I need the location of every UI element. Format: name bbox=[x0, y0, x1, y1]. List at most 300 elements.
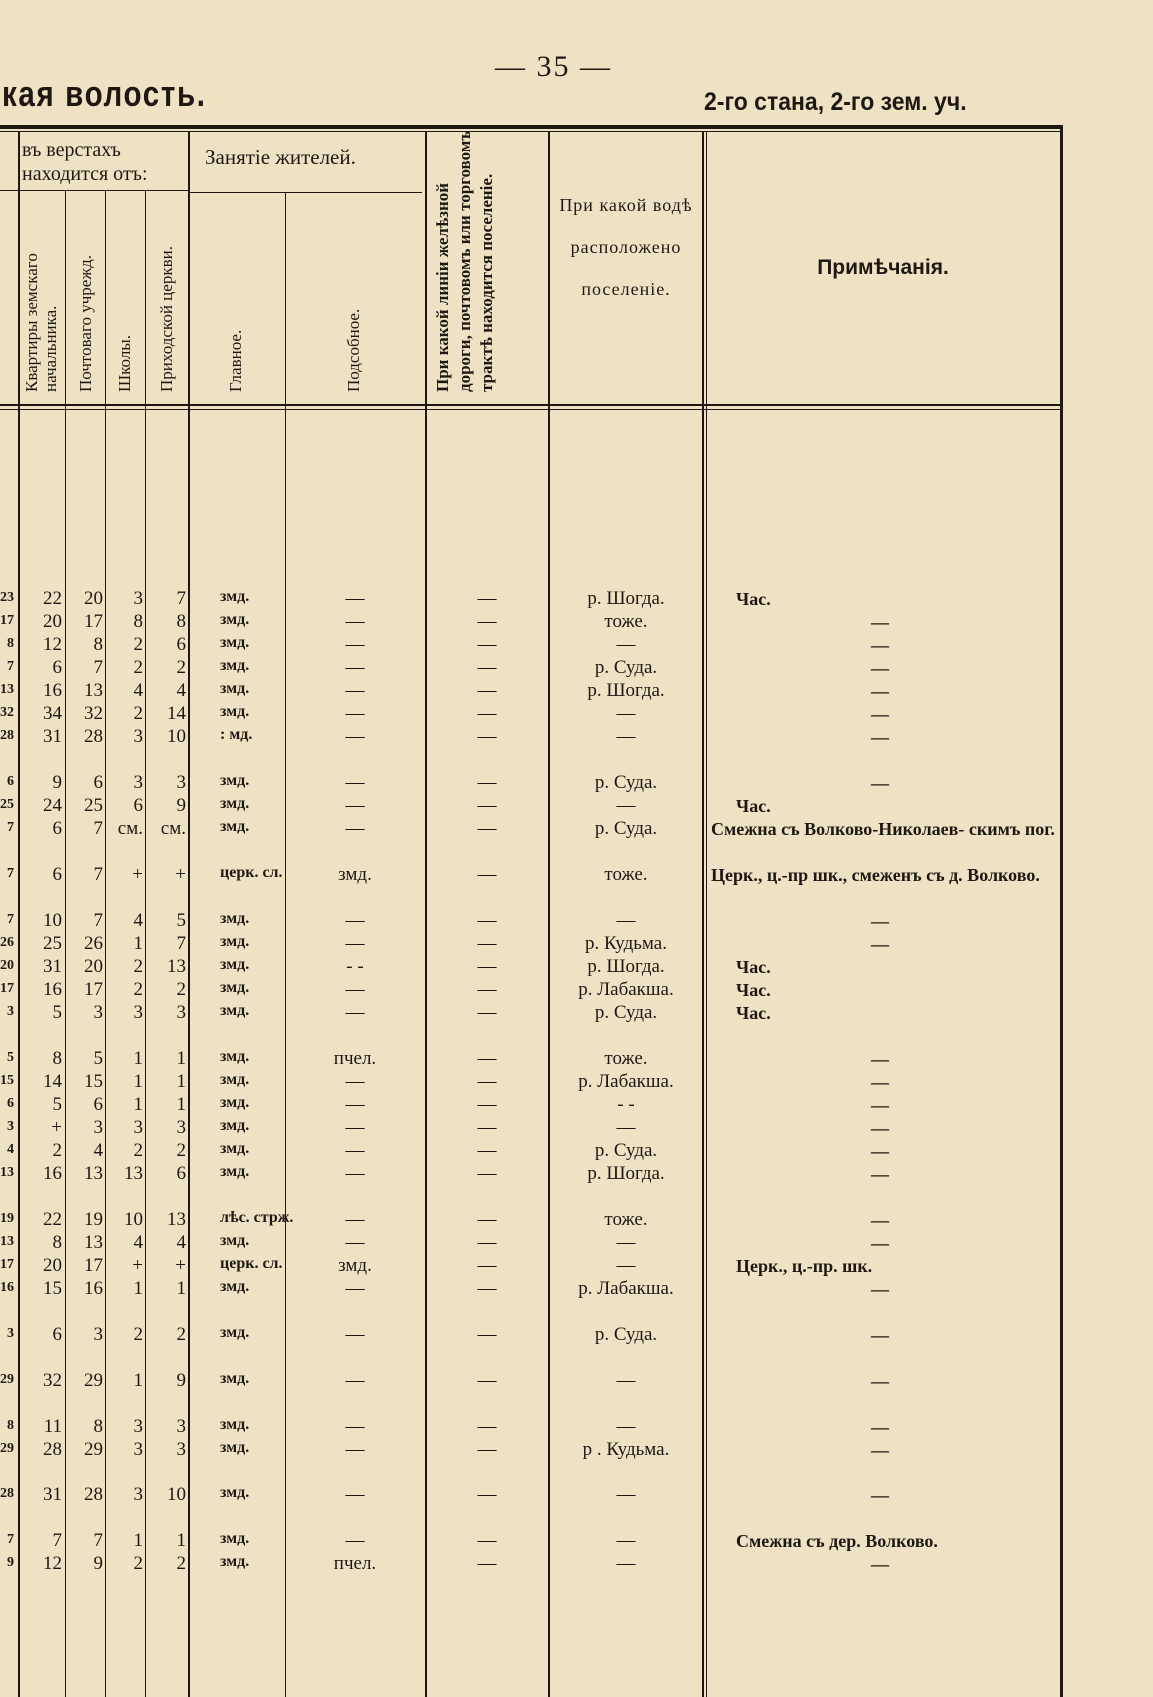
cropped-left-number: 28 bbox=[0, 1486, 14, 1501]
cell-school: + bbox=[132, 1255, 143, 1276]
cropped-left-number: 15 bbox=[0, 1073, 14, 1088]
cell-church: 3 bbox=[176, 772, 186, 793]
cropped-left-number: 19 bbox=[0, 1211, 14, 1226]
cell-road: — bbox=[477, 588, 497, 609]
cell-sub: — bbox=[345, 1094, 365, 1115]
cell-road: — bbox=[477, 979, 497, 1000]
cell-note: — bbox=[871, 773, 889, 793]
cell-sub: — bbox=[345, 1071, 365, 1092]
cropped-left-number: 6 bbox=[7, 1096, 14, 1111]
cell-church: 3 bbox=[176, 1002, 186, 1023]
cell-main: церк. сл. bbox=[220, 864, 283, 881]
cell-school: 4 bbox=[133, 1232, 143, 1253]
cell-main: змд. bbox=[220, 680, 250, 697]
cell-zem: 5 bbox=[52, 1094, 62, 1115]
cell-church: 2 bbox=[176, 657, 186, 678]
cropped-left-number: 7 bbox=[7, 866, 14, 881]
cell-sub: — bbox=[345, 818, 365, 839]
cell-water: — bbox=[616, 1117, 636, 1138]
cell-zem: 16 bbox=[43, 979, 62, 1000]
cell-water: р. Шогда. bbox=[587, 956, 665, 977]
cell-sub: — bbox=[345, 910, 365, 931]
cell-school: 2 bbox=[133, 1140, 143, 1161]
cell-post: 9 bbox=[93, 1553, 103, 1574]
cell-zem: 9 bbox=[52, 772, 62, 793]
cell-note: — bbox=[871, 1118, 889, 1138]
cell-road: — bbox=[477, 1255, 497, 1276]
cell-post: 13 bbox=[84, 1163, 103, 1184]
cell-sub: — bbox=[345, 611, 365, 632]
cell-church: 7 bbox=[176, 933, 186, 954]
header-bottom-rule bbox=[0, 404, 1062, 406]
cell-church: 3 bbox=[176, 1439, 186, 1460]
cell-post: 25 bbox=[84, 795, 103, 816]
cell-road: — bbox=[477, 1278, 497, 1299]
road-header: При какой линіи желѣзной дороги, почтовомъ или торговомъ трактѣ находится поселеніе. bbox=[433, 130, 496, 392]
cell-post: 7 bbox=[93, 818, 103, 839]
cell-main: змд. bbox=[220, 611, 250, 628]
cell-post: 28 bbox=[84, 1484, 103, 1505]
cell-water: р. Суда. bbox=[594, 657, 658, 678]
cell-main: змд. bbox=[220, 1370, 250, 1387]
cell-church: 1 bbox=[176, 1530, 186, 1551]
cropped-left-number: 7 bbox=[7, 912, 14, 927]
cell-road: — bbox=[477, 1094, 497, 1115]
cropped-left-number: 20 bbox=[0, 958, 14, 973]
cell-church: 14 bbox=[167, 703, 186, 724]
cell-post: 29 bbox=[84, 1439, 103, 1460]
cropped-left-number: 13 bbox=[0, 1165, 14, 1180]
cell-water: р . Кудьма. bbox=[582, 1439, 670, 1460]
cell-road: — bbox=[477, 956, 497, 977]
cell-sub: — bbox=[345, 588, 365, 609]
cell-road: — bbox=[477, 634, 497, 655]
cell-church: 13 bbox=[167, 1209, 186, 1230]
cell-sub: — bbox=[345, 1484, 365, 1505]
cell-note: — bbox=[871, 1371, 889, 1391]
cell-main: змд. bbox=[220, 956, 250, 973]
post-header: Почтоваго учрежд. bbox=[76, 255, 95, 392]
cell-main: змд. bbox=[220, 1553, 250, 1570]
cell-post: 13 bbox=[84, 680, 103, 701]
cell-post: 29 bbox=[84, 1370, 103, 1391]
cropped-left-number: 26 bbox=[0, 935, 14, 950]
table-top-rule-thin bbox=[0, 131, 1062, 132]
cell-main: змд. bbox=[220, 818, 250, 835]
cell-post: 7 bbox=[93, 864, 103, 885]
cropped-left-number: 25 bbox=[0, 797, 14, 812]
cell-main: : мд. bbox=[220, 726, 253, 743]
church-header: Приходской церкви. bbox=[157, 246, 176, 392]
cell-note: — bbox=[871, 704, 889, 724]
cell-note: Церк., ц.-пр шк., смеженъ съ д. Волково. bbox=[711, 865, 1040, 885]
cell-main: змд. bbox=[220, 1232, 250, 1249]
cell-church: 9 bbox=[176, 1370, 186, 1391]
cell-zem: 6 bbox=[52, 818, 62, 839]
cell-post: 6 bbox=[93, 1094, 103, 1115]
cell-note: — bbox=[871, 658, 889, 678]
cell-sub: — bbox=[345, 772, 365, 793]
cell-zem: 28 bbox=[43, 1439, 62, 1460]
cell-main: змд. bbox=[220, 634, 250, 651]
cropped-left-number: 3 bbox=[7, 1326, 14, 1341]
cell-school: 2 bbox=[133, 1553, 143, 1574]
cell-main: змд. bbox=[220, 657, 250, 674]
cell-note: — bbox=[871, 1440, 889, 1460]
cell-water: тоже. bbox=[604, 864, 648, 885]
cell-road: — bbox=[477, 1484, 497, 1505]
cropped-left-number: 28 bbox=[0, 728, 14, 743]
cell-post: 15 bbox=[84, 1071, 103, 1092]
cell-water: — bbox=[616, 634, 636, 655]
col-divider bbox=[706, 132, 707, 1697]
cell-post: 7 bbox=[93, 657, 103, 678]
cell-road: — bbox=[477, 1232, 497, 1253]
cell-water: р. Шогда. bbox=[587, 680, 665, 701]
zemsky-header: Квартиры земскаго начальника. bbox=[22, 253, 60, 392]
cell-main: змд. bbox=[220, 1163, 250, 1180]
cell-road: — bbox=[477, 818, 497, 839]
cell-school: 2 bbox=[133, 703, 143, 724]
cell-school: 1 bbox=[133, 1048, 143, 1069]
cell-zem: 6 bbox=[52, 864, 62, 885]
cell-road: — bbox=[477, 1553, 497, 1574]
cell-water: тоже. bbox=[604, 1209, 648, 1230]
cropped-left-number: 6 bbox=[7, 774, 14, 789]
cell-water: р. Кудьма. bbox=[585, 933, 667, 954]
cell-post: 17 bbox=[84, 979, 103, 1000]
cell-road: — bbox=[477, 933, 497, 954]
occupation-group-rule bbox=[190, 192, 422, 193]
cell-sub: — bbox=[345, 795, 365, 816]
cell-water: — bbox=[616, 726, 636, 747]
cell-church: 1 bbox=[176, 1048, 186, 1069]
cell-note: Час. bbox=[736, 957, 771, 977]
cell-church: см. bbox=[160, 818, 186, 839]
cell-water: — bbox=[616, 795, 636, 816]
cell-church: 13 bbox=[167, 956, 186, 977]
cell-main: церк. сл. bbox=[220, 1255, 283, 1272]
cell-post: 17 bbox=[84, 1255, 103, 1276]
cell-zem: 20 bbox=[43, 1255, 62, 1276]
cell-post: 17 bbox=[84, 611, 103, 632]
cell-sub: — bbox=[345, 726, 365, 747]
cell-post: 5 bbox=[93, 1048, 103, 1069]
cell-zem: 22 bbox=[43, 1209, 62, 1230]
cell-zem: 25 bbox=[43, 933, 62, 954]
cell-zem: 24 bbox=[43, 795, 62, 816]
distance-group-header: въ верстахъ находится отъ: bbox=[22, 139, 148, 185]
cell-school: 1 bbox=[133, 1530, 143, 1551]
cell-main: змд. bbox=[220, 1094, 250, 1111]
cell-church: 3 bbox=[176, 1416, 186, 1437]
cell-main: змд. bbox=[220, 1002, 250, 1019]
cell-road: — bbox=[477, 795, 497, 816]
cell-zem: 32 bbox=[43, 1370, 62, 1391]
cell-water: р. Шогда. bbox=[587, 588, 665, 609]
cell-sub: - - bbox=[346, 956, 364, 977]
cell-note: — bbox=[871, 727, 889, 747]
cell-post: 7 bbox=[93, 910, 103, 931]
cell-sub: — bbox=[345, 1140, 365, 1161]
cell-zem: 7 bbox=[52, 1530, 62, 1551]
cell-post: 7 bbox=[93, 1530, 103, 1551]
cell-school: 1 bbox=[133, 933, 143, 954]
cell-main: змд. bbox=[220, 1140, 250, 1157]
cell-main: змд. bbox=[220, 1439, 250, 1456]
cropped-left-number: 5 bbox=[7, 1050, 14, 1065]
cell-water: — bbox=[616, 1530, 636, 1551]
cell-zem: 12 bbox=[43, 634, 62, 655]
cell-sub: — bbox=[345, 1209, 365, 1230]
cell-road: — bbox=[477, 910, 497, 931]
cell-school: 13 bbox=[124, 1163, 143, 1184]
cell-school: 2 bbox=[133, 657, 143, 678]
cell-note: — bbox=[871, 1325, 889, 1345]
cell-note: — bbox=[871, 934, 889, 954]
cropped-left-number: 32 bbox=[0, 705, 14, 720]
cell-zem: 8 bbox=[52, 1232, 62, 1253]
cell-post: 4 bbox=[93, 1140, 103, 1161]
cell-church: 4 bbox=[176, 1232, 186, 1253]
cell-school: 2 bbox=[133, 1324, 143, 1345]
cell-main: змд. bbox=[220, 979, 250, 996]
cell-school: 2 bbox=[133, 979, 143, 1000]
cell-road: — bbox=[477, 1439, 497, 1460]
cell-post: 28 bbox=[84, 726, 103, 747]
distance-group-rule bbox=[0, 190, 188, 191]
cell-school: 3 bbox=[133, 726, 143, 747]
cell-note: — bbox=[871, 1164, 889, 1184]
cell-road: — bbox=[477, 1530, 497, 1551]
col-divider bbox=[702, 132, 704, 1697]
cell-note: — bbox=[871, 1485, 889, 1505]
cell-zem: 10 bbox=[43, 910, 62, 931]
cropped-left-number: 23 bbox=[0, 590, 14, 605]
cell-zem: 16 bbox=[43, 1163, 62, 1184]
cell-water: р. Суда. bbox=[594, 772, 658, 793]
cell-road: — bbox=[477, 1370, 497, 1391]
cell-road: — bbox=[477, 611, 497, 632]
cell-main: змд. bbox=[220, 1278, 250, 1295]
cropped-left-number: 8 bbox=[7, 1418, 14, 1433]
cell-school: 1 bbox=[133, 1071, 143, 1092]
cell-note: — bbox=[871, 1233, 889, 1253]
table-top-rule bbox=[0, 125, 1062, 129]
cell-post: 8 bbox=[93, 634, 103, 655]
cell-sub: — bbox=[345, 1163, 365, 1184]
cell-note: — bbox=[871, 635, 889, 655]
cell-note: Церк., ц.-пр. шк. bbox=[736, 1256, 873, 1276]
cell-main: змд. bbox=[220, 772, 250, 789]
cell-sub: — bbox=[345, 1324, 365, 1345]
cell-zem: 16 bbox=[43, 680, 62, 701]
cell-water: р. Суда. bbox=[594, 818, 658, 839]
water-header: При какой водѣ расположено поселеніе. bbox=[559, 195, 693, 299]
cell-church: + bbox=[175, 864, 186, 885]
cell-water: — bbox=[616, 1255, 636, 1276]
cell-water: — bbox=[616, 1484, 636, 1505]
cell-main: лѣс. стрж. bbox=[220, 1209, 294, 1226]
cell-church: 1 bbox=[176, 1278, 186, 1299]
cell-post: 19 bbox=[84, 1209, 103, 1230]
cell-zem: + bbox=[51, 1117, 62, 1138]
notes-header: Примѣчанія. bbox=[817, 256, 949, 279]
cell-sub: пчел. bbox=[333, 1048, 377, 1069]
cell-sub: — bbox=[345, 634, 365, 655]
cell-main: змд. bbox=[220, 933, 250, 950]
cropped-left-number: 16 bbox=[0, 1280, 14, 1295]
cell-sub: — bbox=[345, 1530, 365, 1551]
cell-main: змд. bbox=[220, 1416, 250, 1433]
cell-school: + bbox=[132, 864, 143, 885]
cell-road: — bbox=[477, 1209, 497, 1230]
cell-sub: — bbox=[345, 1232, 365, 1253]
cell-main: змд. bbox=[220, 1530, 250, 1547]
cell-post: 8 bbox=[93, 1416, 103, 1437]
cell-sub: пчел. bbox=[333, 1553, 377, 1574]
cell-note: — bbox=[871, 1417, 889, 1437]
cell-note: Час. bbox=[736, 589, 771, 609]
secondary-occupation-header: Подсобное. bbox=[344, 308, 363, 392]
cell-post: 6 bbox=[93, 772, 103, 793]
cell-note: Смежна съ дер. Волково. bbox=[736, 1531, 938, 1551]
cell-main: змд. bbox=[220, 910, 250, 927]
cell-post: 32 bbox=[84, 703, 103, 724]
cell-main: змд. bbox=[220, 795, 250, 812]
cell-sub: — bbox=[345, 979, 365, 1000]
cell-church: 8 bbox=[176, 611, 186, 632]
cell-main: змд. bbox=[220, 1117, 250, 1134]
cell-note: — bbox=[871, 1049, 889, 1069]
cropped-left-number: 3 bbox=[7, 1004, 14, 1019]
cell-main: змд. bbox=[220, 1048, 250, 1065]
cell-zem: 11 bbox=[43, 1416, 62, 1437]
cropped-left-number: 7 bbox=[7, 820, 14, 835]
cropped-left-number: 29 bbox=[0, 1372, 14, 1387]
cell-water: р. Лабакша. bbox=[578, 979, 674, 1000]
cropped-left-number: 17 bbox=[0, 1257, 14, 1272]
cell-note: — bbox=[871, 1095, 889, 1115]
cell-water: р. Лабакша. bbox=[578, 1071, 674, 1092]
cell-zem: 31 bbox=[43, 726, 62, 747]
cell-church: 1 bbox=[176, 1094, 186, 1115]
cell-school: 3 bbox=[133, 1002, 143, 1023]
cell-zem: 6 bbox=[52, 1324, 62, 1345]
cell-water: — bbox=[616, 1370, 636, 1391]
cell-road: — bbox=[477, 680, 497, 701]
cell-zem: 12 bbox=[43, 1553, 62, 1574]
table-right-border bbox=[1060, 125, 1063, 1697]
cell-church: 6 bbox=[176, 1163, 186, 1184]
cell-note: — bbox=[871, 681, 889, 701]
cell-church: 2 bbox=[176, 1324, 186, 1345]
cell-water: — bbox=[616, 1416, 636, 1437]
cell-road: — bbox=[477, 657, 497, 678]
cell-church: + bbox=[175, 1255, 186, 1276]
cropped-left-number: 13 bbox=[0, 682, 14, 697]
cell-church: 4 bbox=[176, 680, 186, 701]
cell-zem: 14 bbox=[43, 1071, 62, 1092]
cropped-left-number: 17 bbox=[0, 613, 14, 628]
cell-note: Смежна съ Волково-Николаев- скимъ пог. bbox=[711, 819, 1055, 839]
cell-water: р. Лабакша. bbox=[578, 1278, 674, 1299]
cell-church: 3 bbox=[176, 1117, 186, 1138]
cell-school: 1 bbox=[133, 1094, 143, 1115]
cell-school: см. bbox=[117, 818, 143, 839]
cell-road: — bbox=[477, 864, 497, 885]
page-number: — 35 — bbox=[495, 50, 612, 83]
cell-water: — bbox=[616, 1232, 636, 1253]
cell-note: Час. bbox=[736, 796, 771, 816]
cell-school: 4 bbox=[133, 910, 143, 931]
cell-main: змд. bbox=[220, 703, 250, 720]
cell-post: 3 bbox=[93, 1117, 103, 1138]
cell-zem: 8 bbox=[52, 1048, 62, 1069]
cell-post: 3 bbox=[93, 1002, 103, 1023]
cell-sub: — bbox=[345, 933, 365, 954]
cell-sub: — bbox=[345, 1117, 365, 1138]
cell-post: 16 bbox=[84, 1278, 103, 1299]
cell-note: Час. bbox=[736, 1003, 771, 1023]
cropped-left-number: 7 bbox=[7, 1532, 14, 1547]
cell-church: 10 bbox=[167, 726, 186, 747]
cell-road: — bbox=[477, 1048, 497, 1069]
cell-post: 20 bbox=[84, 588, 103, 609]
cropped-left-number: 7 bbox=[7, 659, 14, 674]
cell-church: 2 bbox=[176, 1140, 186, 1161]
cell-road: — bbox=[477, 1324, 497, 1345]
cell-water: — bbox=[616, 1553, 636, 1574]
cell-sub: — bbox=[345, 1002, 365, 1023]
cell-post: 26 bbox=[84, 933, 103, 954]
cell-sub: — bbox=[345, 703, 365, 724]
cell-road: — bbox=[477, 1002, 497, 1023]
cell-water: р. Шогда. bbox=[587, 1163, 665, 1184]
cell-water: р. Суда. bbox=[594, 1002, 658, 1023]
occupation-group-header: Занятіе жителей. bbox=[205, 145, 356, 169]
cell-road: — bbox=[477, 772, 497, 793]
cell-zem: 5 bbox=[52, 1002, 62, 1023]
cell-note: — bbox=[871, 612, 889, 632]
cell-school: 10 bbox=[124, 1209, 143, 1230]
cell-school: 3 bbox=[133, 588, 143, 609]
cropped-left-number: 4 bbox=[7, 1142, 14, 1157]
cell-road: — bbox=[477, 1416, 497, 1437]
cell-water: р. Суда. bbox=[594, 1324, 658, 1345]
header-bottom-rule-thin bbox=[0, 409, 1062, 410]
cell-water: тоже. bbox=[604, 611, 648, 632]
cell-school: 3 bbox=[133, 1439, 143, 1460]
cell-church: 2 bbox=[176, 1553, 186, 1574]
cell-church: 5 bbox=[176, 910, 186, 931]
cell-zem: 34 bbox=[43, 703, 62, 724]
cell-note: Час. bbox=[736, 980, 771, 1000]
cell-sub: — bbox=[345, 680, 365, 701]
cropped-left-number: 9 bbox=[7, 1555, 14, 1570]
cell-note: — bbox=[871, 911, 889, 931]
cell-water: р. Суда. bbox=[594, 1140, 658, 1161]
main-occupation-header: Главное. bbox=[226, 329, 245, 392]
cell-school: 3 bbox=[133, 1484, 143, 1505]
cell-zem: 31 bbox=[43, 956, 62, 977]
cell-post: 20 bbox=[84, 956, 103, 977]
cell-church: 6 bbox=[176, 634, 186, 655]
stan-title: 2-го стана, 2-го зем. уч. bbox=[704, 88, 967, 116]
cropped-left-number: 29 bbox=[0, 1441, 14, 1456]
cell-school: 2 bbox=[133, 634, 143, 655]
cropped-left-number: 13 bbox=[0, 1234, 14, 1249]
